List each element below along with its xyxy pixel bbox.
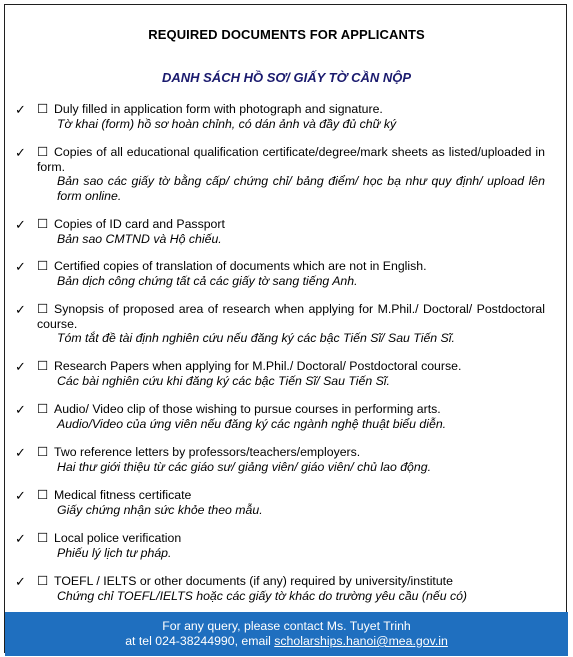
item-en-text: Copies of ID card and Passport (54, 217, 225, 231)
item-en-text: Synopsis of proposed area of research when applying for M.Phil./ Doctoral/ Postdoctoral course. (37, 302, 545, 331)
item-en-text: Local police verification (54, 531, 182, 545)
page-title: REQUIRED DOCUMENTS FOR APPLICANTS (148, 27, 425, 42)
page-subtitle: DANH SÁCH HỒ SƠ/ GIẤY TỜ CẦN NỘP (161, 70, 412, 85)
item-en-text: Audio/ Video clip of those wishing to pursue courses in performing arts. (54, 402, 441, 416)
item-vi-text: Audio/Video của ứng viên nếu đăng ký các ngành nghệ thuật biểu diễn. (57, 416, 447, 431)
item-en-text: TOEFL / IELTS or other documents (if any) required by university/institute (54, 574, 453, 588)
item-en-text: Medical fitness certificate (54, 488, 192, 502)
contact-phone-text: at tel 024-38244990, email (125, 634, 275, 648)
item-vi-text: Phiếu lý lịch tư pháp. (57, 545, 172, 560)
item-en-text: Copies of all educational qualification certificate/degree/mark sheets as listed/uploaded in form. (37, 145, 545, 174)
checkbox-icon: ☐ (37, 574, 49, 588)
item-vi-text: Tóm tắt đề tài định nghiên cứu nếu đăng ký các bậc Tiến Sĩ/ Sau Tiến Sĩ. (57, 331, 455, 345)
item-vi-text: Bản dịch công chứng tất cả các giấy tờ sang tiếng Anh. (57, 273, 358, 288)
checkbox-icon: ☐ (37, 488, 49, 502)
item-vi-text: Tờ khai (form) hồ sơ hoàn chỉnh, có dán ảnh và đầy đủ chữ ký (57, 116, 397, 131)
checkbox-icon: ☐ (37, 145, 49, 159)
item-en-text: Two reference letters by professors/teachers/employers. (54, 445, 361, 459)
contact-details (5, 634, 568, 649)
checkmark-icon: ✓ (15, 359, 26, 374)
item-vi-text: Chứng chỉ TOEFL/IELTS hoặc các giấy tờ khác do trường yêu cầu (nếu có) (57, 588, 468, 603)
checkbox-icon: ☐ (37, 402, 49, 416)
checkmark-icon: ✓ (15, 217, 26, 232)
item-en-text: Duly filled in application form with photograph and signature. (54, 102, 383, 116)
item-vi-text: Giấy chứng nhận sức khỏe theo mẫu. (57, 502, 263, 517)
checkbox-icon: ☐ (37, 359, 49, 373)
item-en-text: Research Papers when applying for M.Phil./ Doctoral/ Postdoctoral course. (54, 359, 462, 373)
item-vi-text: Hai thư giới thiệu từ các giáo sư/ giảng viên/ giáo viên/ chủ lao động. (57, 459, 431, 474)
checkmark-icon: ✓ (15, 102, 26, 117)
checkbox-icon: ☐ (37, 531, 49, 545)
item-vi-text: Bản sao CMTND và Hộ chiếu. (57, 231, 222, 246)
checkbox-icon: ☐ (37, 302, 49, 316)
checkmark-icon: ✓ (15, 259, 26, 274)
email-link[interactable]: scholarships.hanoi@mea.gov.in (274, 634, 448, 648)
checkmark-icon: ✓ (15, 531, 26, 546)
checkbox-icon: ☐ (37, 259, 49, 273)
checkbox-icon: ☐ (37, 217, 49, 231)
checkbox-icon: ☐ (37, 445, 49, 459)
checkbox-icon: ☐ (37, 102, 49, 116)
checkmark-icon: ✓ (15, 402, 26, 417)
item-vi-text: Các bài nghiên cứu khi đăng ký các bậc Tiến Sĩ/ Sau Tiến Sĩ. (57, 373, 390, 388)
contact-line: For any query, please contact Ms. Tuyet Trinh (162, 619, 411, 633)
checkmark-icon: ✓ (15, 488, 26, 503)
contact-footer (5, 612, 568, 656)
checkmark-icon: ✓ (15, 302, 26, 317)
checkmark-icon: ✓ (15, 445, 26, 460)
checkmark-icon: ✓ (15, 574, 26, 589)
item-en-text: Certified copies of translation of documents which are not in English. (54, 259, 427, 273)
item-vi-text: Bản sao các giấy tờ bằng cấp/ chứng chỉ/ bảng điểm/ học bạ như quy định/ upload lên form online. (57, 174, 545, 203)
checkmark-icon: ✓ (15, 145, 26, 160)
